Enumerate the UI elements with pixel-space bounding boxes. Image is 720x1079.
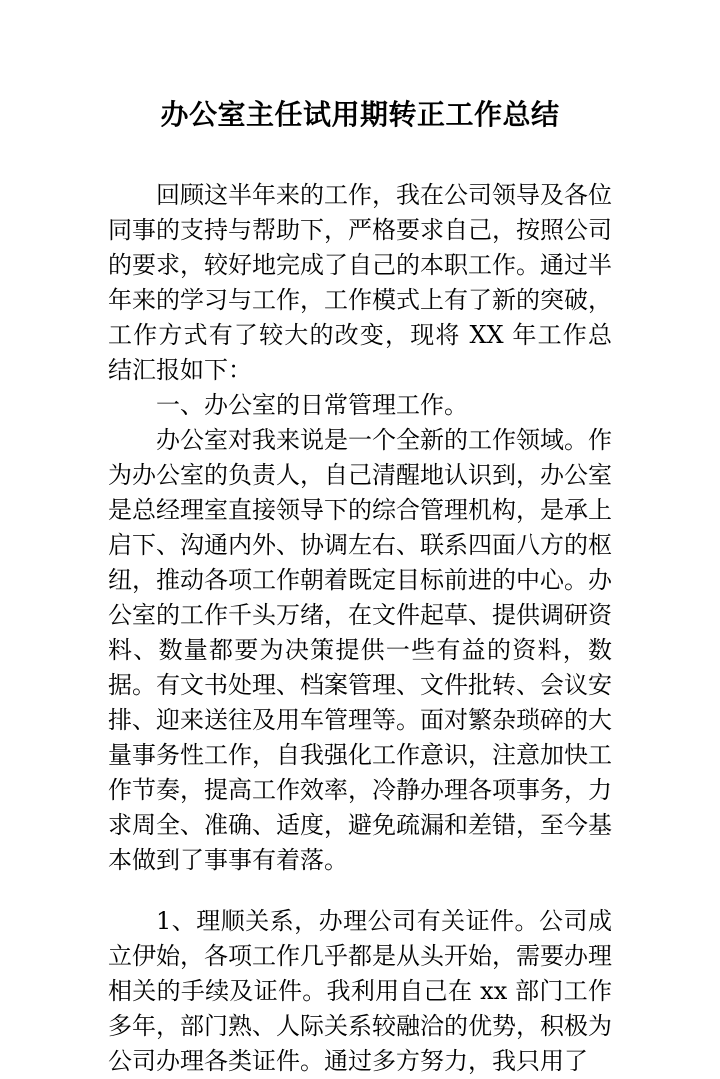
page-title: 办公室主任试用期转正工作总结 (160, 97, 560, 131)
section-heading-1: 一、办公室的日常管理工作。 (156, 391, 468, 419)
paragraph-item-1: 1、理顺关系，办理公司有关证件。公司成立伊始，各项工作几乎都是从头开始，需要办理相关的手续及证件。我利用自己在 xx 部门工作多年，部门熟、人际关系较融洽的优势，积极为公司办理各类证件。通过多方努力，我只用了 (108, 907, 612, 1075)
paragraph-section-1-body: 办公室对我来说是一个全新的工作领域。作为办公室的负责人，自己清醒地认识到，办公室是总经理室直接领导下的综合管理机构，是承上启下、沟通内外、协调左右、联系四面八方的枢纽，推动各项工作朝着既定目标前进的中心。办公室的工作千头万绪，在文件起草、提供调研资料、数量都要为决策提供一些有益的资料，数据。有文书处理、档案管理、文件批转、会议安排、迎来送往及用车管理等。面对繁杂琐碎的大量事务性工作，自我强化工作意识，注意加快工作节奏，提高工作效率，冷静办理各项事务，力求周全、准确、适度，避免疏漏和差错，至今基本做到了事事有着落。 (108, 426, 612, 874)
document-body (108, 178, 612, 1079)
paragraph-intro: 回顾这半年来的工作，我在公司领导及各位同事的支持与帮助下，严格要求自己，按照公司的要求，较好地完成了自己的本职工作。通过半年来的学习与工作，工作模式上有了新的突破，工作方式有了较大的改变，现将 XX 年工作总结汇报如下： (108, 181, 612, 384)
